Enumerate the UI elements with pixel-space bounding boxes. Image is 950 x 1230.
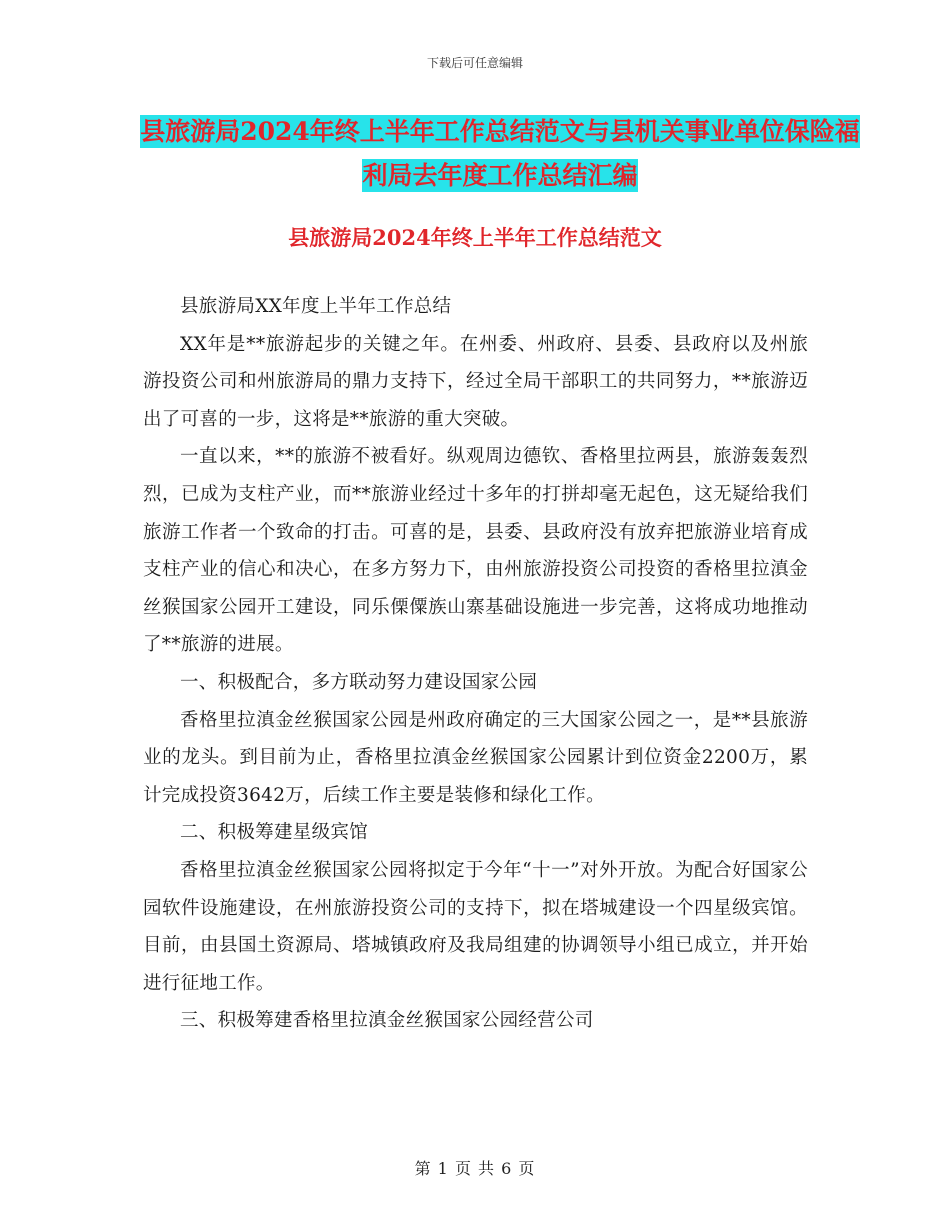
page-number: 第 1 页 共 6 页 <box>414 1159 536 1178</box>
document-main-title <box>140 110 860 198</box>
paragraph: 香格里拉滇金丝猴国家公园将拟定于今年“十一”对外开放。为配合好国家公园软件设施建设，在州旅游投资公司的支持下，拟在塔城建设一个四星级宾馆。目前，由县国土资源局、塔城镇政府及我局组建的协调领导小组已成立，并开始进行征地工作。 <box>143 859 808 994</box>
document-body <box>143 288 808 1040</box>
header-note: 下载后可任意编辑 <box>426 56 523 70</box>
section-heading: 三、积极筹建香格里拉滇金丝猴国家公园经营公司 <box>180 1010 594 1032</box>
section-title: 县旅游局2024年终上半年工作总结范文 <box>288 225 662 250</box>
paragraph: XX年是**旅游起步的关键之年。在州委、州政府、县委、县政府以及州旅游投资公司和州旅游局的鼎力支持下，经过全局干部职工的共同努力，**旅游迈出了可喜的一步，这将是**旅游的重大突破。 <box>143 333 808 430</box>
section-heading: 二、积极筹建星级宾馆 <box>180 822 369 844</box>
paragraph: 县旅游局XX年度上半年工作总结 <box>180 296 452 317</box>
paragraph: 一直以来，**的旅游不被看好。纵观周边德钦、香格里拉两县，旅游轰轰烈烈，已成为支柱产业，而**旅游业经过十多年的打拼却毫无起色，这无疑给我们旅游工作者一个致命的打击。可喜的是，县委、县政府没有放弃把旅游业培育成支柱产业的信心和决心，在多方努力下，由州旅游投资公司投资的香格里拉滇金丝猴国家公园开工建设，同乐傈僳族山寨基础设施进一步完善，这将成功地推动了**旅游的进展。 <box>143 446 808 656</box>
paragraph: 香格里拉滇金丝猴国家公园是州政府确定的三大国家公园之一，是**县旅游业的龙头。到目前为止，香格里拉滇金丝猴国家公园累计到位资金2200万，累计完成投资3642万，后续工作主要是装修和绿化工作。 <box>143 709 808 806</box>
highlighted-title-text: 县旅游局2024年终上半年工作总结范文与县机关事业单位保险福利局去年度工作总结汇编 <box>140 117 860 190</box>
section-heading: 一、积极配合，多方联动努力建设国家公园 <box>180 671 538 693</box>
